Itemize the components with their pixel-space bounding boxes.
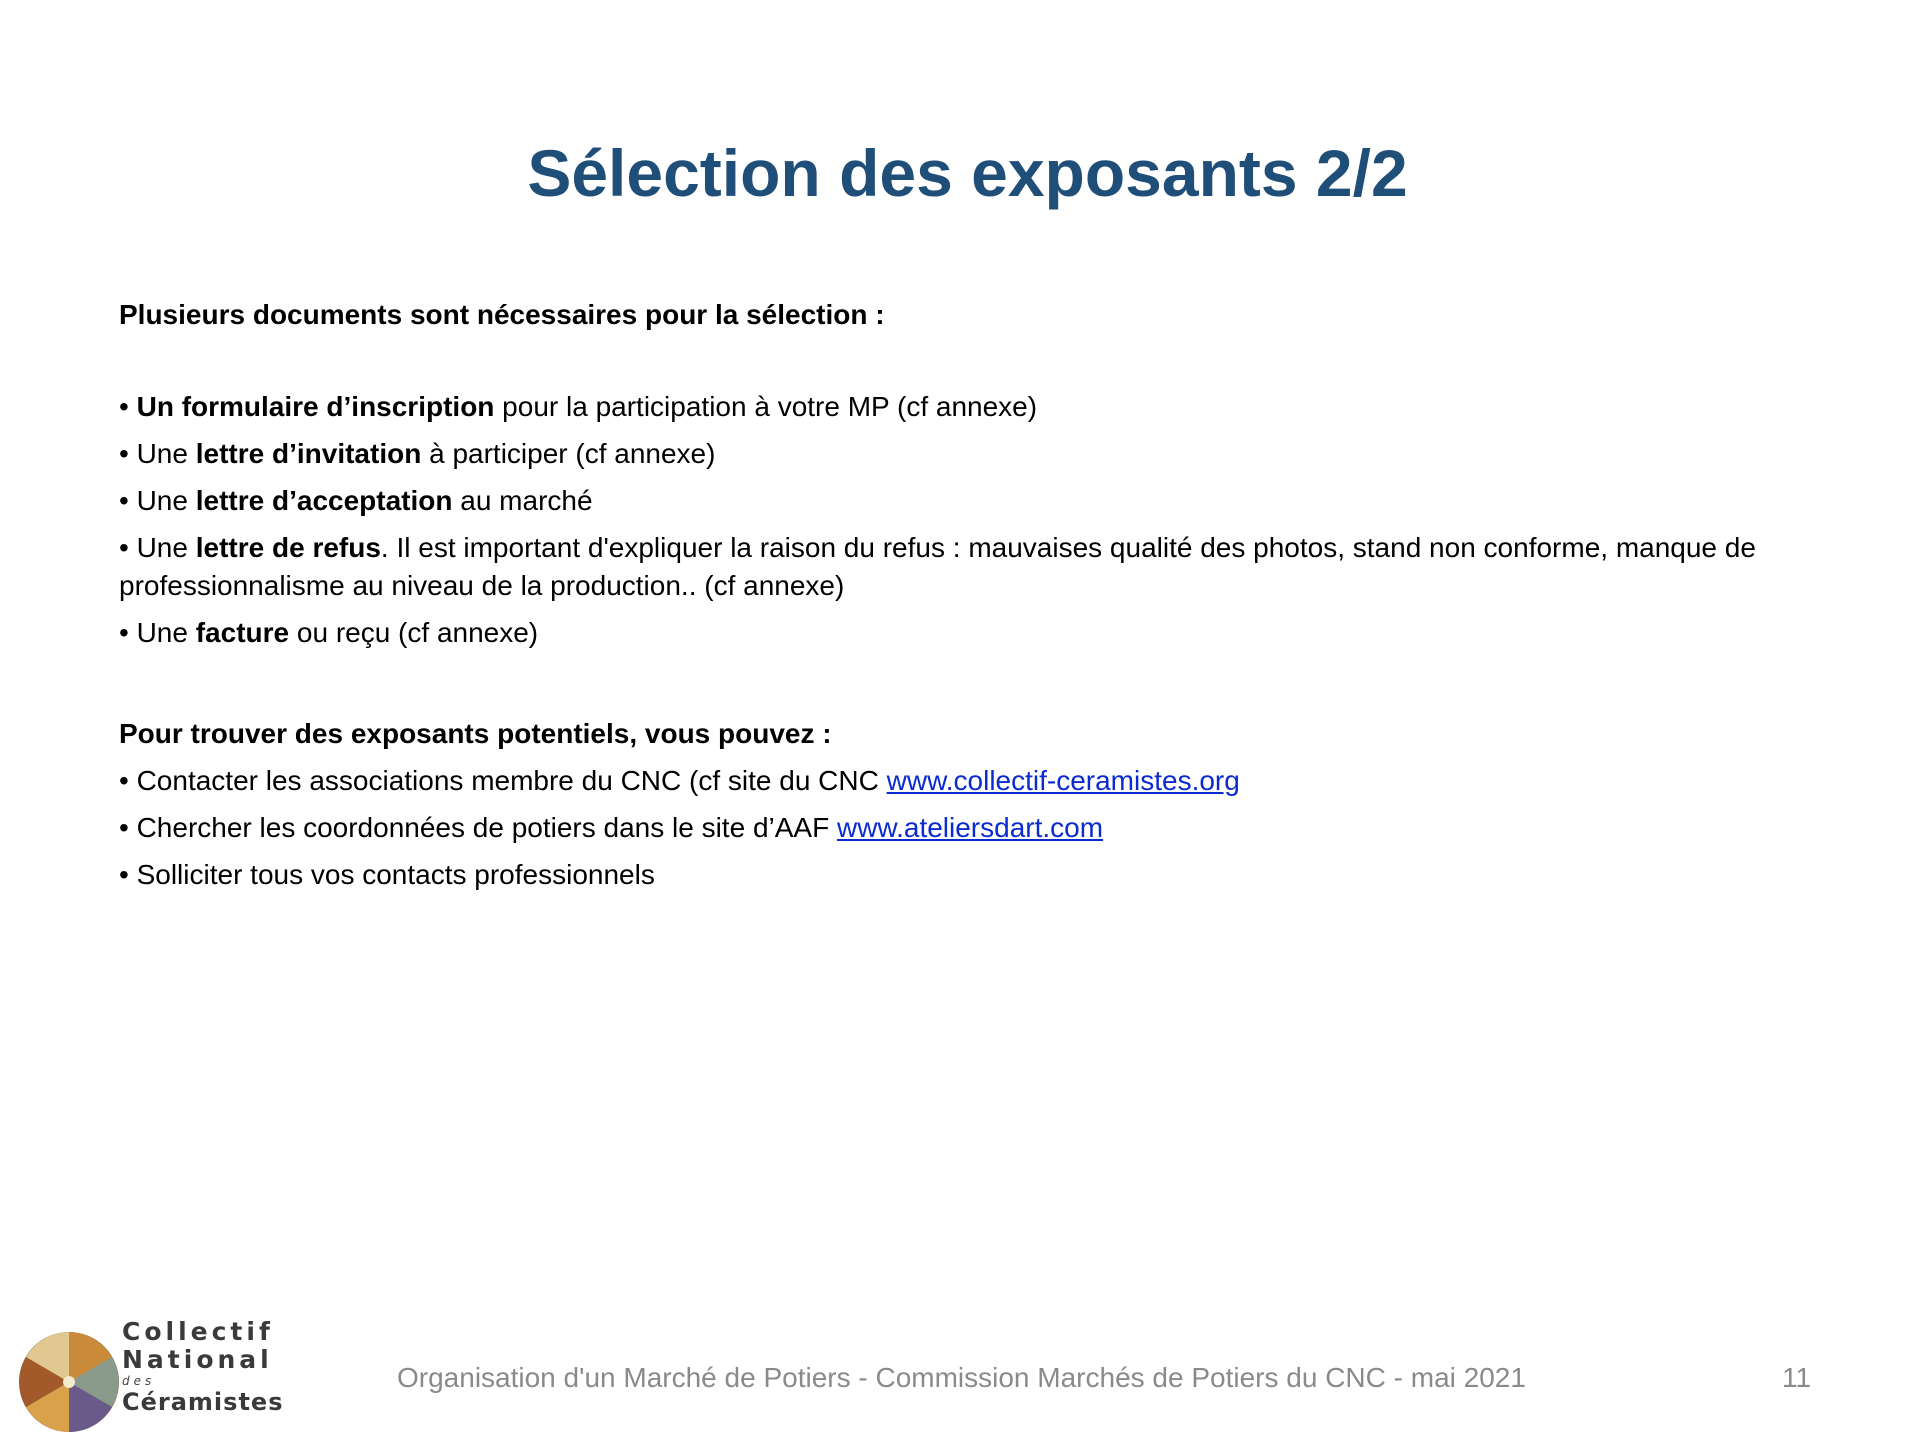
- tip-bullet-2: • Chercher les coordonnées de potiers dans le site d’AAF www.ateliersdart.com: [119, 812, 1104, 843]
- doc-bullet-3: • Une lettre d’acceptation au marché: [119, 485, 593, 516]
- slide-title: Sélection des exposants 2/2: [527, 136, 1408, 210]
- doc-bullet-1: • Un formulaire d’inscription pour la participation à votre MP (cf annexe): [119, 391, 1038, 422]
- ceramic-wheel-icon: [14, 1318, 124, 1438]
- section1-heading: Plusieurs documents sont nécessaires pour la sélection :: [119, 299, 885, 330]
- aaf-website-link[interactable]: www.ateliersdart.com: [836, 812, 1104, 843]
- tip-bullet-1: • Contacter les associations membre du CNC (cf site du CNC www.collectif-ceramistes.org: [119, 765, 1240, 796]
- doc-bullet-5: • Une facture ou reçu (cf annexe): [119, 617, 539, 648]
- tip-bullet-3: • Solliciter tous vos contacts professionnels: [119, 859, 655, 890]
- cnc-logo: [14, 1317, 284, 1438]
- cnc-website-link[interactable]: www.collectif-ceramistes.org: [886, 765, 1240, 796]
- section2-heading: Pour trouver des exposants potentiels, vous pouvez :: [119, 718, 832, 749]
- doc-bullet-4: • Une lettre de refus. Il est important d'expliquer la raison du refus : mauvaises qualité des photos, stand non conforme, manque de professionnalisme au niveau de la production.. (cf annexe): [119, 532, 1756, 601]
- logo-wordmark: Collectif National des Céramistes: [122, 1317, 284, 1416]
- slide-footer: Organisation d'un Marché de Potiers - Commission Marchés de Potiers du CNC - mai 2021: [397, 1362, 1526, 1393]
- doc-bullet-2: • Une lettre d’invitation à participer (cf annexe): [119, 438, 716, 469]
- slide-content: [119, 296, 1819, 903]
- page-number: 11: [1782, 1362, 1812, 1393]
